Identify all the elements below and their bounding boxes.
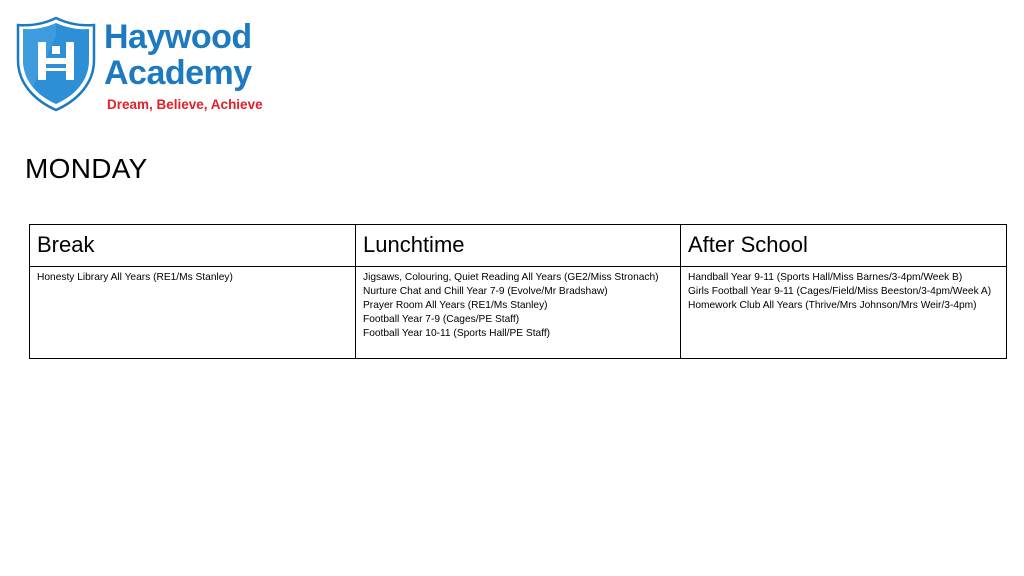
header-lunchtime: Lunchtime — [356, 225, 681, 267]
activities-table — [29, 224, 1007, 359]
table-row — [30, 267, 1007, 359]
list-item: Prayer Room All Years (RE1/Ms Stanley) — [363, 300, 548, 311]
list-item: Girls Football Year 9-11 (Cages/Field/Miss Beeston/3-4pm/Week A) — [688, 286, 992, 297]
lunchtime-cell — [356, 267, 681, 359]
after-school-cell — [681, 267, 1007, 359]
list-item: Homework Club All Years (Thrive/Mrs Johnson/Mrs Weir/3-4pm) — [688, 300, 977, 311]
school-logo — [16, 16, 261, 114]
list-item: Football Year 10-11 (Sports Hall/PE Staff) — [363, 328, 551, 339]
day-title: MONDAY — [25, 153, 148, 184]
header-break: Break — [30, 225, 356, 267]
break-cell — [30, 267, 356, 359]
logo-name-line-2: Academy — [104, 54, 252, 92]
list-item: Handball Year 9-11 (Sports Hall/Miss Barnes/3-4pm/Week B) — [688, 272, 963, 283]
list-item: Nurture Chat and Chill Year 7-9 (Evolve/Mr Bradshaw) — [363, 286, 608, 297]
list-item: Honesty Library All Years (RE1/Ms Stanley) — [37, 272, 233, 283]
table-header-row — [30, 225, 1007, 267]
shield-crest-icon — [16, 16, 96, 112]
header-after-school: After School — [681, 225, 1007, 267]
list-item: Jigsaws, Colouring, Quiet Reading All Years (GE2/Miss Stronach) — [363, 272, 659, 283]
logo-tagline: Dream, Believe, Achieve — [107, 97, 263, 112]
logo-name-line-1: Haywood — [104, 18, 252, 56]
list-item: Football Year 7-9 (Cages/PE Staff) — [363, 314, 520, 325]
